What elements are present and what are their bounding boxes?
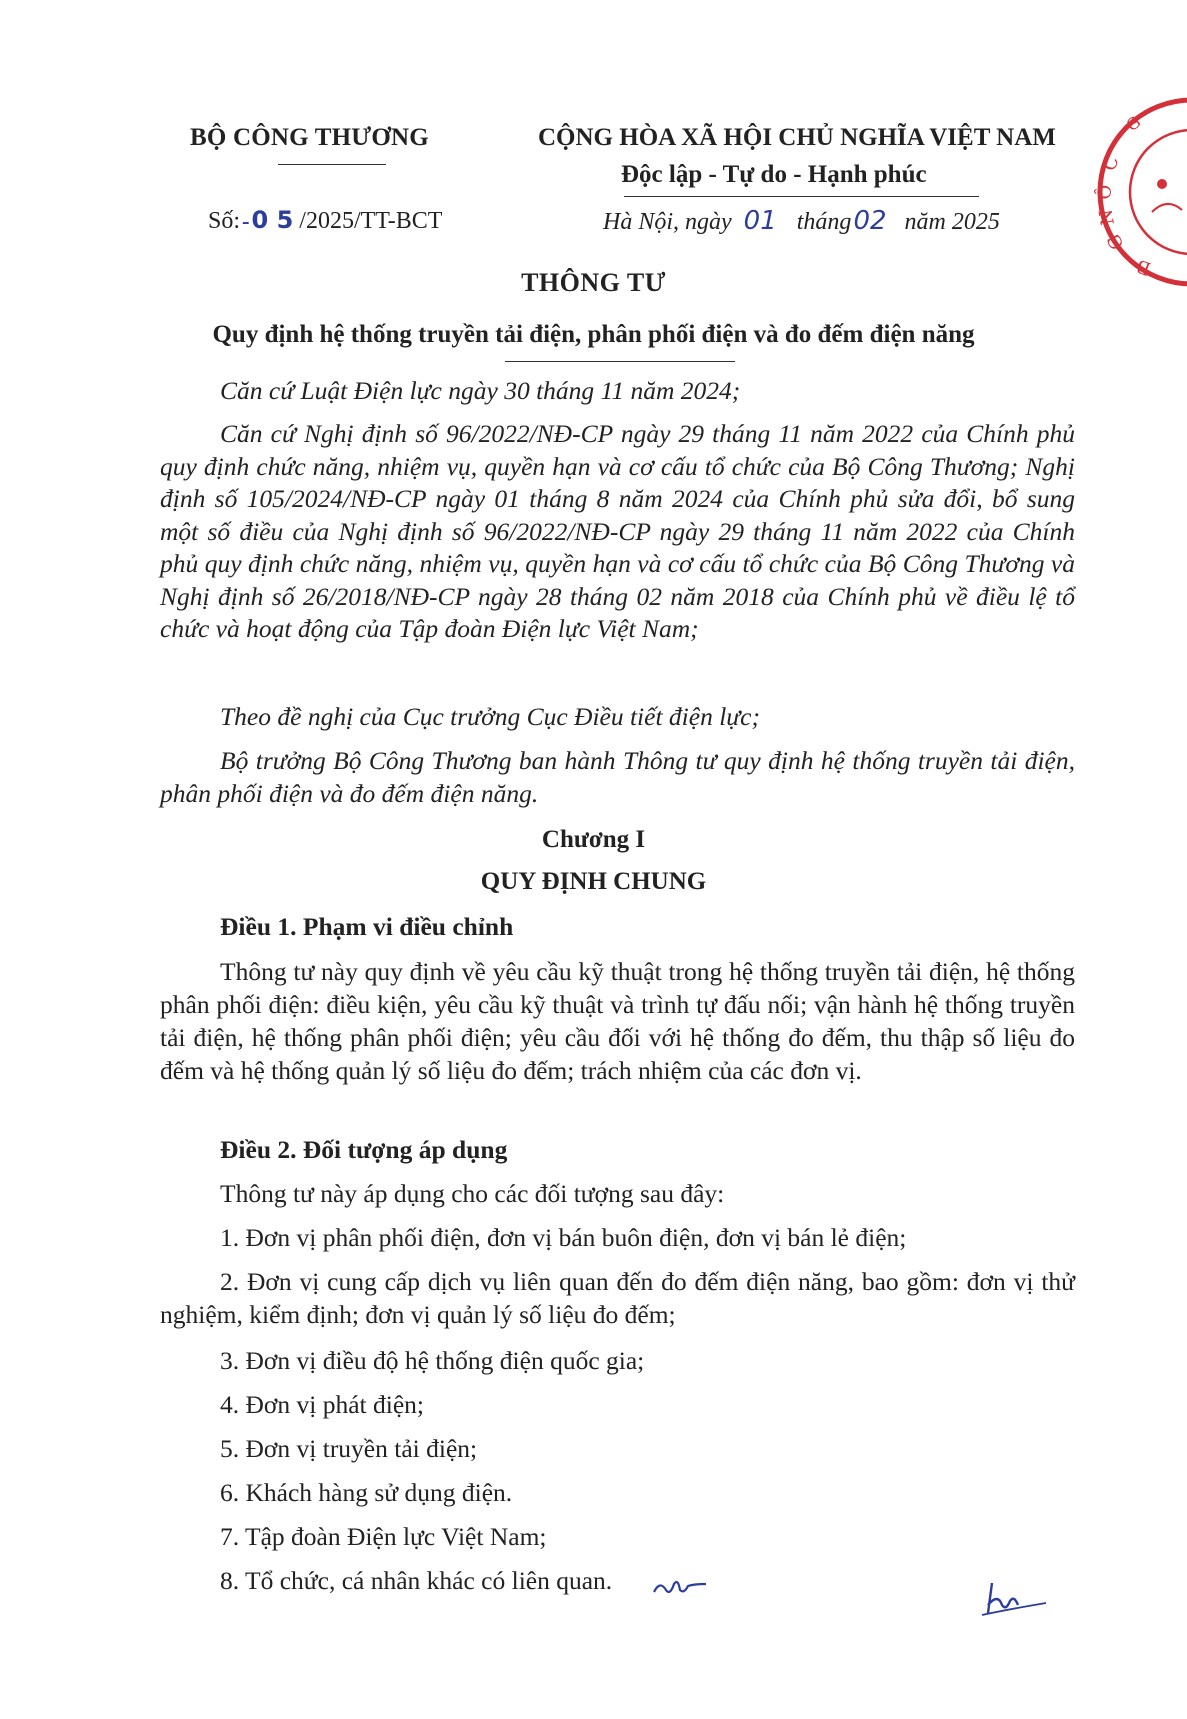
date-place: Hà Nội, ngày xyxy=(603,209,732,235)
seal-letter: Ô xyxy=(1094,183,1117,201)
seal-letter: G xyxy=(1103,230,1129,253)
list-item: 5. Đơn vị truyền tải điện; xyxy=(220,1434,478,1463)
official-seal xyxy=(1092,92,1187,292)
date-line xyxy=(603,206,1000,236)
list-item: 7. Tập đoàn Điện lực Việt Nam; xyxy=(220,1522,547,1551)
chapter-label: Chương I xyxy=(541,826,646,853)
list-item: 3. Đơn vị điều độ hệ thống điện quốc gia; xyxy=(220,1346,645,1375)
preamble-line: Theo đề nghị của Cục trưởng Cục Điều tiết điện lực; xyxy=(220,702,760,731)
list-item: 8. Tổ chức, cá nhân khác có liên quan. xyxy=(220,1566,613,1595)
number-suffix: /2025/TT-BCT xyxy=(299,208,443,234)
ministry-name: BỘ CÔNG THƯƠNG xyxy=(190,124,429,151)
signature-flourish xyxy=(980,1575,1050,1620)
list-item: 4. Đơn vị phát điện; xyxy=(220,1390,424,1419)
number-handwritten: 0 5 xyxy=(251,206,294,234)
dash-mark: – xyxy=(242,213,250,232)
article-heading: Điều 2. Đối tượng áp dụng xyxy=(220,1135,508,1164)
seal-letter: N xyxy=(1095,207,1119,227)
seal-dot xyxy=(1157,179,1167,189)
date-month-label: tháng xyxy=(796,209,852,235)
subject-underline xyxy=(505,361,735,362)
article-heading: Điều 1. Phạm vi điều chỉnh xyxy=(220,912,514,941)
chapter-title: QUY ĐỊNH CHUNG xyxy=(480,868,707,895)
number-prefix: Số: xyxy=(208,208,241,234)
article-text: Thông tư này quy định về yêu cầu kỹ thuật trong hệ thống truyền tải điện, hệ thống phân phối điện: điều kiện, yêu cầu kỹ thuật và trình tự đấu nối; vận hành hệ thống truyền tải điện, hệ thống phân phối điện; yêu cầu đối với hệ thống đo đếm, thu thập số liệu đo đếm và hệ thống quản lý số liệu đo đếm; trách nhiệm của các đơn vị. xyxy=(160,957,1075,1085)
national-motto: Độc lập - Tự do - Hạnh phúc xyxy=(621,161,927,188)
list-item: 1. Đơn vị phân phối điện, đơn vị bán buôn điện, đơn vị bán lẻ điện; xyxy=(220,1223,907,1252)
seal-letter: C xyxy=(1098,153,1124,174)
list-item: 6. Khách hàng sử dụng điện. xyxy=(220,1478,513,1507)
date-day: 01 xyxy=(743,206,777,236)
list-item: 2. Đơn vị cung cấp dịch vụ liên quan đến đo đếm điện năng, bao gồm: đơn vị thử nghiệm, kiểm định; đơn vị quản lý số liệu đo đếm; xyxy=(160,1267,1075,1329)
date-year: năm 2025 xyxy=(904,209,1000,235)
initials-signature xyxy=(650,1570,710,1600)
preamble-line: Căn cứ Luật Điện lực ngày 30 tháng 11 năm 2024; xyxy=(220,376,741,405)
document-type: THÔNG TƯ xyxy=(521,268,666,297)
preamble-paragraph: Căn cứ Nghị định số 96/2022/NĐ-CP ngày 29 tháng 11 năm 2022 của Chính phủ quy định chức năng, nhiệm vụ, quyền hạn và cơ cấu tổ chức của Bộ Công Thương; Nghị định số 105/2024/NĐ-CP ngày 01 tháng 8 năm 2024 của Chính phủ sửa đổi, bổ sung một số điều của Nghị định số 96/2022/NĐ-CP ngày 29 tháng 11 năm 2022 của Chính phủ quy định chức năng, nhiệm vụ, quyền hạn và cơ cấu tổ chức của Bộ Công Thương và Nghị định số 26/2018/NĐ-CP ngày 28 tháng 02 năm 2018 của Chính phủ về điều lệ tổ chức và hoạt động của Tập đoàn Điện lực Việt Nam; xyxy=(160,419,1075,643)
document-number xyxy=(208,206,442,235)
date-month: 02 xyxy=(853,206,887,236)
seal-letter: G xyxy=(1122,112,1145,136)
nation-name: CỘNG HÒA XÃ HỘI CHỦ NGHĨA VIỆT NAM xyxy=(538,124,1056,151)
motto-underline xyxy=(624,196,979,197)
ministry-underline xyxy=(278,164,386,165)
preamble-paragraph: Bộ trưởng Bộ Công Thương ban hành Thông tư quy định hệ thống truyền tải điện, phân phối điện và đo đếm điện năng. xyxy=(160,746,1075,808)
document-subject: Quy định hệ thống truyền tải điện, phân phối điện và đo đếm điện năng xyxy=(212,321,975,348)
article-intro: Thông tư này áp dụng cho các đối tượng sau đây: xyxy=(220,1179,725,1208)
seal-letter: B xyxy=(1134,254,1154,280)
seal-emblem xyxy=(1152,204,1182,212)
